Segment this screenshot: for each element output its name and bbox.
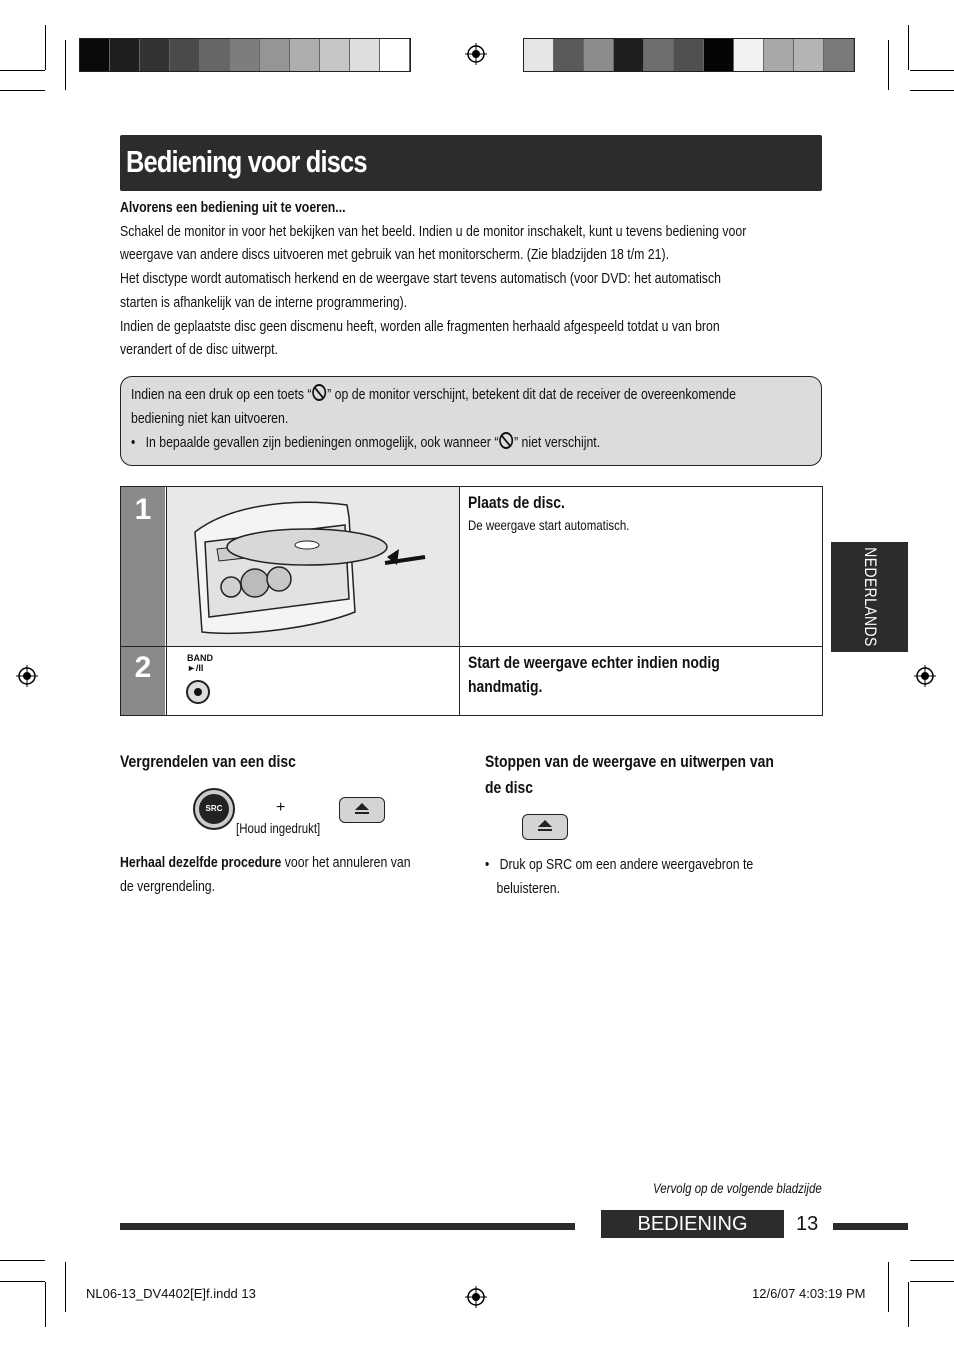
language-label: NEDERLANDS	[860, 547, 880, 647]
color-swatch	[260, 39, 290, 71]
step-image-insert-disc	[166, 487, 459, 646]
color-swatch	[200, 39, 230, 71]
footer-rule	[833, 1223, 908, 1230]
steps-table	[120, 486, 823, 716]
crop-mark	[910, 70, 954, 71]
registration-mark-icon	[465, 1286, 487, 1308]
step-text	[459, 647, 822, 715]
registration-mark-icon	[16, 665, 38, 687]
lock-heading: Vergrendelen van een disc	[120, 752, 296, 771]
color-swatch	[350, 39, 380, 71]
color-swatch	[764, 39, 794, 71]
language-tab	[831, 542, 908, 652]
crop-mark	[0, 1281, 45, 1282]
stop-heading: Stoppen van de weergave en uitwerpen van	[485, 752, 774, 771]
color-swatch	[320, 39, 350, 71]
src-button-label: SRC	[199, 794, 229, 824]
step-title: Start de weergave echter indien nodig	[468, 653, 720, 672]
footer-section-label: BEDIENING	[601, 1210, 784, 1238]
step-subtitle: De weergave start automatisch.	[468, 517, 630, 533]
eject-button[interactable]	[522, 814, 568, 840]
color-swatch	[524, 39, 554, 71]
registration-mark-icon	[465, 43, 487, 65]
crop-mark	[0, 90, 45, 91]
step-image-band-button	[166, 647, 459, 715]
intro-heading: Alvorens een bediening uit te voeren...	[120, 199, 346, 216]
intro-text	[120, 196, 822, 362]
intro-line: weergave van andere discs uitvoeren met gebruik van het monitorscherm. (Zie bladzijden 18 t/m 21).	[120, 246, 669, 264]
color-bar-right	[523, 38, 855, 72]
color-bar-left	[79, 38, 411, 72]
color-swatch	[794, 39, 824, 71]
crop-mark	[0, 70, 45, 71]
note-bullet: • In bepaalde gevallen zijn bedieningen onmogelijk, ook wanneer “ ” niet verschijnt.	[131, 434, 601, 451]
band-button-label: BAND ►/II	[187, 653, 213, 673]
color-swatch	[704, 39, 734, 71]
footer-rule	[120, 1223, 575, 1230]
color-swatch	[110, 39, 140, 71]
prohibited-icon	[499, 432, 513, 449]
intro-line: Indien de geplaatste disc geen discmenu heeft, worden alle fragmenten herhaald afgespeeld totdat u van bron	[120, 317, 720, 335]
step-text	[459, 487, 822, 646]
step-title: handmatig.	[468, 677, 543, 696]
crop-mark	[910, 90, 954, 91]
crop-mark	[45, 1282, 46, 1327]
crop-mark	[908, 1282, 909, 1327]
note-box	[120, 376, 822, 466]
color-swatch	[674, 39, 704, 71]
crop-mark	[888, 40, 889, 90]
note-line: bediening niet kan uitvoeren.	[131, 410, 289, 427]
print-date: 12/6/07 4:03:19 PM	[752, 1286, 866, 1301]
intro-line: Schakel de monitor in voor het bekijken van het beeld. Indien u de monitor inschakelt, kunt u tevens bediening voor	[120, 222, 747, 240]
crop-mark	[908, 25, 909, 70]
continued-note: Vervolg op de volgende bladzijde	[653, 1180, 822, 1196]
intro-line: Het disctype wordt automatisch herkend en de weergave start tevens automatisch (voor DVD: het automatisch	[120, 270, 721, 288]
crop-mark	[910, 1260, 954, 1261]
file-info: NL06-13_DV4402[E]f.indd 13	[86, 1286, 256, 1301]
step-title: Plaats de disc.	[468, 493, 565, 512]
registration-mark-icon	[914, 665, 936, 687]
page-title: Bediening voor discs	[126, 144, 367, 179]
color-swatch	[584, 39, 614, 71]
color-swatch	[230, 39, 260, 71]
color-swatch	[290, 39, 320, 71]
hold-label: [Houd ingedrukt]	[236, 820, 321, 836]
crop-mark	[888, 1262, 889, 1312]
plus-sign: +	[276, 799, 286, 816]
crop-mark	[65, 40, 66, 90]
intro-line: verandert of de disc uitwerpt.	[120, 341, 278, 359]
car-stereo-disc-illustration	[167, 487, 459, 646]
color-swatch	[170, 39, 200, 71]
stop-bullet: • Druk op SRC om een andere weergavebron te beluisteren.	[485, 856, 754, 897]
page-number: 13	[796, 1213, 819, 1235]
crop-mark	[0, 1260, 45, 1261]
crop-mark	[45, 25, 46, 70]
color-swatch	[80, 39, 110, 71]
color-swatch	[554, 39, 584, 71]
note-line: Indien na een druk op een toets “ ” op de monitor verschijnt, betekent dit dat de receiver de overeenkomende	[131, 386, 736, 403]
crop-mark	[65, 1262, 66, 1312]
color-swatch	[824, 39, 854, 71]
color-swatch	[644, 39, 674, 71]
step-number: 1	[121, 487, 165, 646]
stop-heading: de disc	[485, 778, 534, 797]
src-button[interactable]	[193, 788, 235, 830]
prohibited-icon	[312, 384, 326, 401]
color-swatch	[734, 39, 764, 71]
stop-section	[485, 749, 822, 801]
intro-line: starten is afhankelijk van de interne programmering).	[120, 293, 408, 311]
color-swatch	[380, 39, 410, 71]
step-number: 2	[121, 647, 165, 715]
color-swatch	[140, 39, 170, 71]
eject-button[interactable]	[339, 797, 385, 823]
lock-body: Herhaal dezelfde procedure voor het annuleren van de vergrendeling.	[120, 854, 411, 895]
crop-mark	[910, 1281, 954, 1282]
lock-section	[120, 749, 460, 775]
title-band	[120, 135, 822, 191]
color-swatch	[614, 39, 644, 71]
band-play-pause-button[interactable]	[186, 680, 210, 704]
